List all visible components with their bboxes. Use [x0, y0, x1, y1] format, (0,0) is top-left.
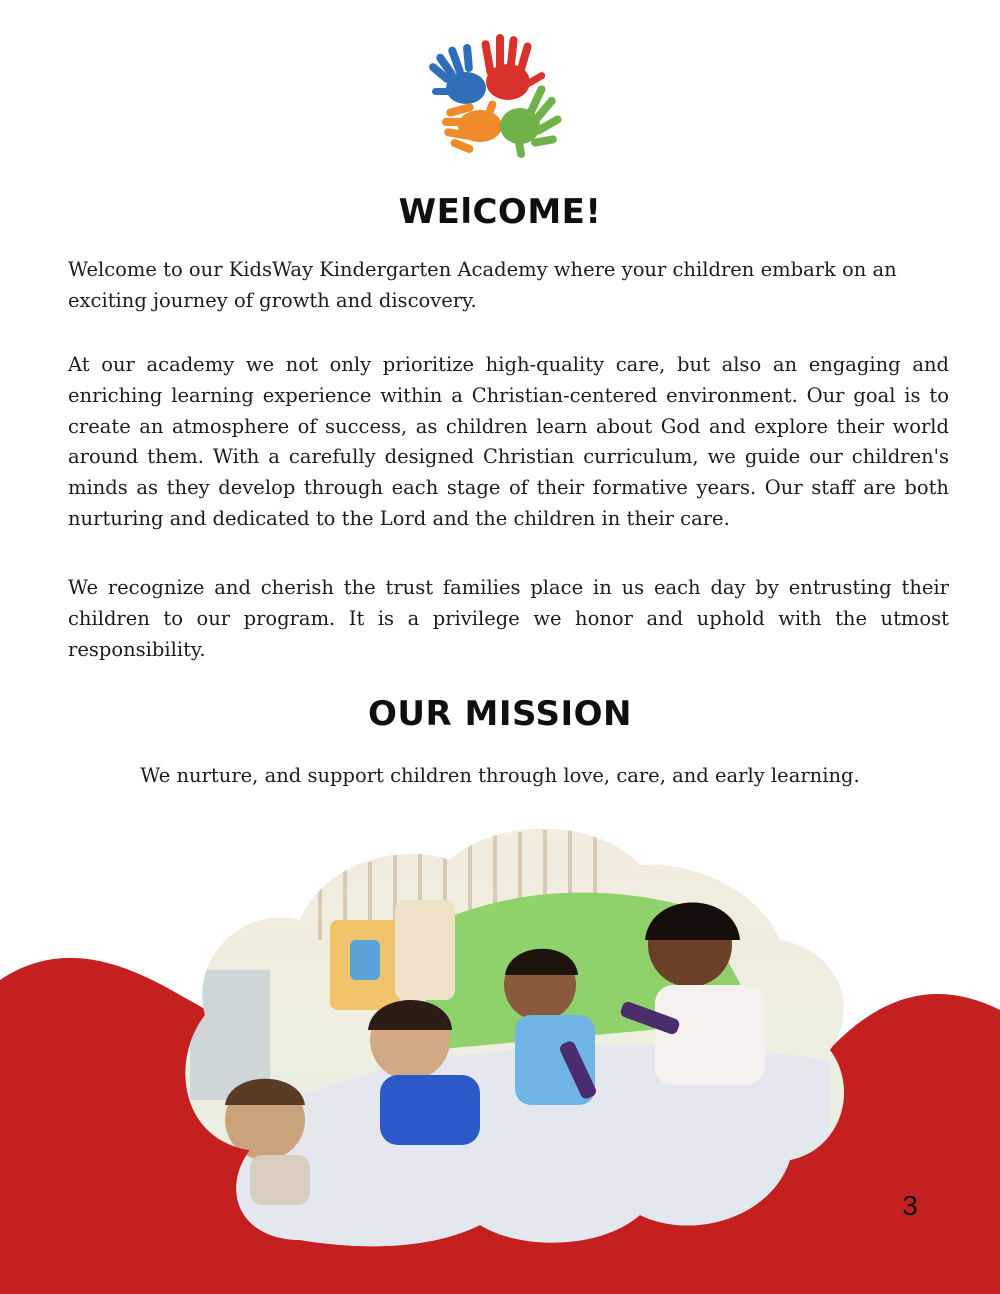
- page-number: 3: [902, 1190, 918, 1221]
- bottom-decoration: [0, 820, 1000, 1294]
- welcome-paragraph-1: Welcome to our KidsWay Kindergarten Academy where your children embark on an exciting journey of growth and discovery.: [68, 258, 897, 312]
- mission-statement: We nurture, and support children through love, care, and early learning.: [140, 764, 860, 787]
- handprints-logo-icon: [428, 30, 568, 160]
- welcome-paragraph-3: We recognize and cherish the trust families place in us each day by entrusting their children to our program. It is a privilege we honor and uphold with the utmost responsibility.: [68, 576, 949, 661]
- mission-heading: OUR MISSION: [368, 694, 632, 734]
- welcome-paragraph-2: At our academy we not only prioritize high-quality care, but also an engaging and enriching learning experience within a Christian-centered environment. Our goal is to create an atmosphere of success, as children learn about God and explore their world around them. With a carefully designed Christian curriculum, we guide our children's minds as they develop through each stage of their formative years. Our staff are both nurturing and dedicated to the Lord and the children in their care.: [68, 353, 949, 530]
- welcome-heading: WElCOME!: [398, 192, 602, 232]
